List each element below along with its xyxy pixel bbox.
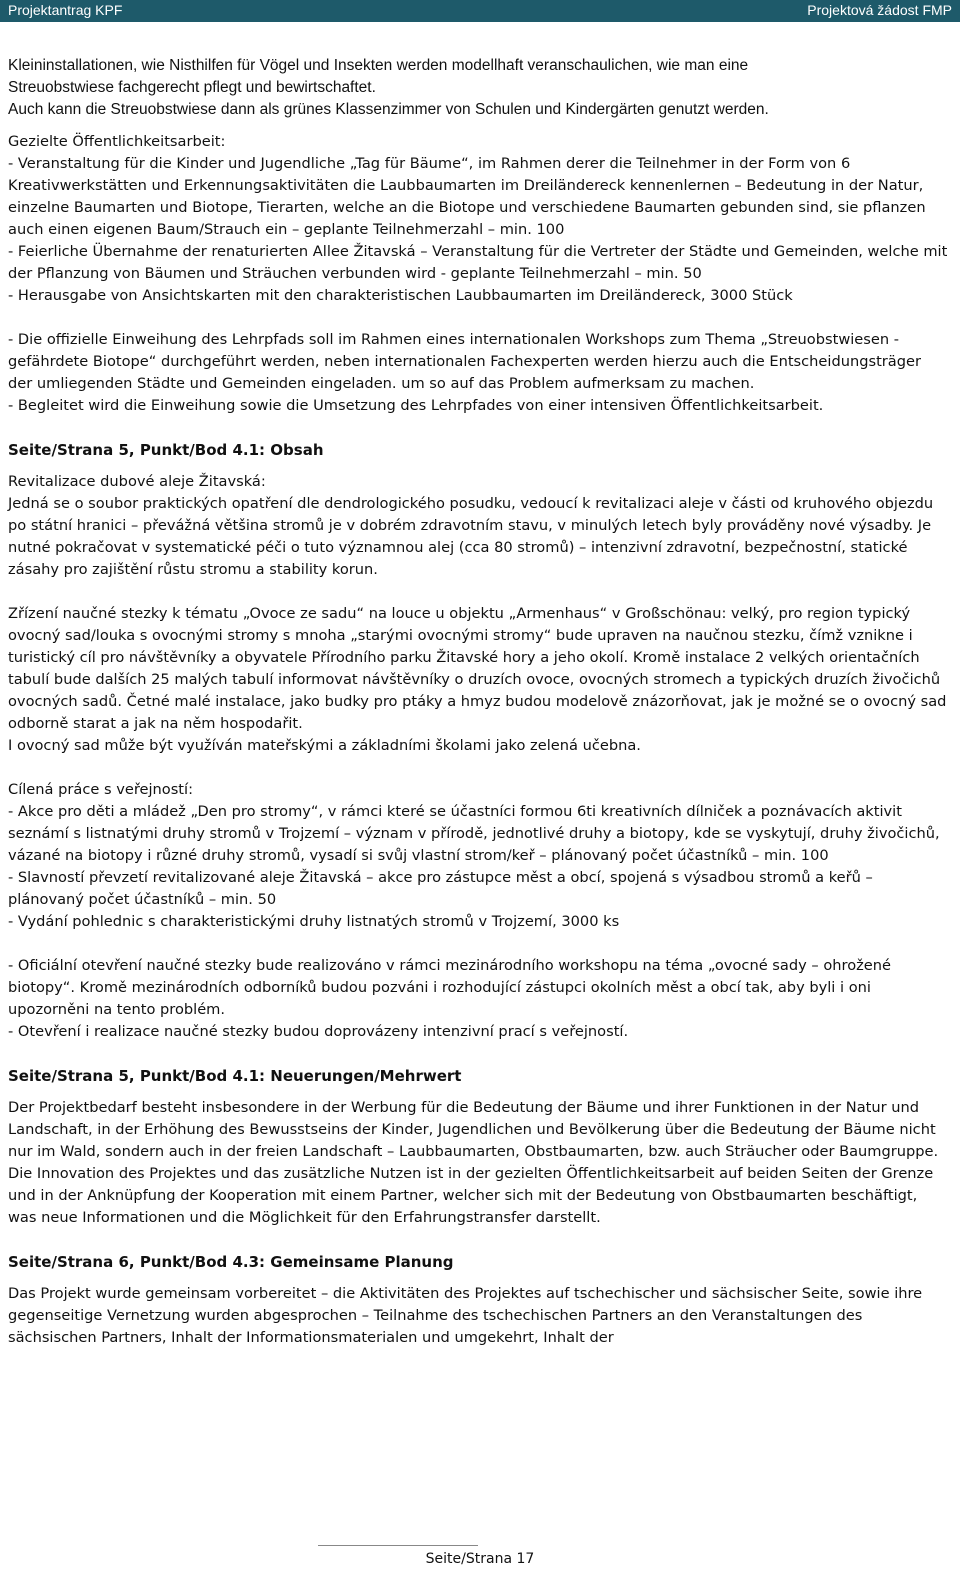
page-number: Seite/Strana 17 [425, 1551, 535, 1567]
page-header [0, 0, 960, 22]
document-body [8, 55, 948, 1349]
list-item: - Die offizielle Einweihung des Lehrpfads soll im Rahmen eines internationalen Workshops zum Thema „Streuobstwiesen - gefährdete Biotope“ durchgeführt werden, neben internationalen Fachexperten werden hierzu auch die Entscheidungsträger der umliegenden Städte und Gemeinden eingeladen. um so auf das Problem aufmerksam zu machen. [8, 331, 921, 392]
section-heading: Seite/Strana 5, Punkt/Bod 4.1: Obsah [8, 441, 324, 459]
list-item: - Begleitet wird die Einweihung sowie die Umsetzung des Lehrpfades von einer intensiven Öffentlichkeitsarbeit. [8, 397, 824, 414]
list-item: - Akce pro děti a mládež „Den pro stromy“, v rámci které se účastníci formou 6ti kreativních dílniček a poznávacích aktivit seznámí s listnatými druhy stromů v Trojzemí – význam v přírodě, jednotlivé druhy a biotopy, kde se vyskytují, druhy živočichů, vázané na biotopy i různé druhy stromů, vysadí si svůj vlastní strom/keř – plánovaný počet účastníků – min. 100 [8, 803, 940, 864]
list-item: - Herausgabe von Ansichtskarten mit den charakteristischen Laubbaumarten im Dreiländereck, 3000 Stück [8, 287, 793, 304]
intro-line: Kleininstallationen, wie Nisthilfen für Vögel und Insekten werden modellhaft veranschaulichen, wie man eine [8, 57, 749, 74]
section-subtitle: Cílená práce s veřejností: [8, 781, 194, 798]
section-subtitle: Revitalizace dubové aleje Žitavská: [8, 473, 266, 490]
intro-line: Streuobstwiese fachgerecht pflegt und bewirtschaftet. [8, 79, 376, 96]
header-left-title: Projektantrag KPF [8, 2, 123, 18]
list-item: - Vydání pohlednic s charakteristickými druhy listnatých stromů v Trojzemí, 3000 ks [8, 913, 620, 930]
intro-block [8, 55, 948, 121]
paragraph: Der Projektbedarf besteht insbesondere in der Werbung für die Bedeutung der Bäume und ihrer Funktionen in der Natur und Landschaft, in der Erhöhung des Bewusstseins der Kinder, Jugendlichen und Bevölkerung über die Bedeutung der Bäume nicht nur im Wald, sondern auch in der freien Landschaft – Laubbaumarten, Obstbaumarten, bzw. auch Sträucher oder Baumgruppe. Die Innovation des Projektes und das zusätzliche Nutzen ist in der gezielten Öffentlichkeitsarbeit auf beiden Seiten der Grenze und in der Anknüpfung der Kooperation mit einem Partner, welcher sich mit der Bedeutung von Obstbaumarten beschäftigt, was neue Informationen und die Möglichkeit für den Erfahrungstransfer darstellt. [8, 1099, 939, 1226]
paragraph: Jedná se o soubor praktických opatření dle dendrologického posudku, vedoucí k revitalizaci aleje v části od kruhového objezdu po státní hranici – převážná většina stromů je v dobrém zdravotním stavu, v minulých letech byly prováděny nové výsadby. Je nutné pokračovat v systematické péči o tuto významnou alej (cca 80 stromů) – intenzivní zdravotní, bezpečnostní, statické zásahy pro zajištění růstu stromu a stability korun. [8, 495, 934, 578]
section-heading: Seite/Strana 6, Punkt/Bod 4.3: Gemeinsame Planung [8, 1253, 454, 1271]
section-subtitle: Gezielte Öffentlichkeitsarbeit: [8, 133, 226, 150]
list-item: - Veranstaltung für die Kinder und Jugendliche „Tag für Bäume“, im Rahmen derer die Teilnehmer in der Form von 6 Kreativwerkstätten und Erkennungsaktivitäten die Laubbaumarten im Dreiländereck kennenlernen – Bedeutung in der Natur, einzelne Baumarten und Biotope, Tierarten, welche an die Biotope und verschiedene Baumarten gebunden sind, sie pflanzen auch einen eigenen Baum/Strauch ein – geplante Teilnehmerzahl – min. 100 [8, 155, 926, 238]
header-right-title: Projektová žádost FMP [807, 2, 952, 18]
list-item: - Oficiální otevření naučné stezky bude realizováno v rámci mezinárodního workshopu na téma „ovocné sady – ohrožené biotopy“. Kromě mezinárodních odborníků budou pozváni i rozhodující zástupci okolních měst a obcí tak, aby byli i oni upozorněni na tento problém. [8, 957, 891, 1018]
paragraph: Zřízení naučné stezky k tématu „Ovoce ze sadu“ na louce u objektu „Armenhaus“ v Großschönau: velký, pro region typický ovocný sad/louka s ovocnými stromy s mnoha „starými ovocnými stromy“ bude upraven na naučnou stezku, čímž vznikne i turistický cíl pro návštěvníky a obyvatele Přírodního parku Žitavské hory a jeho okolí. Kromě instalace 2 velkých orientačních tabulí bude dalších 25 malých tabulí informovat návštěvníky o druzích ovoce, ovocných stromech a typických druzích živočichů ovocných sadů. Četné malé instalace, jako budky pro ptáky a hmyz budou modelově znázorňovat, jak je možné se o ovocný sad odborně starat a jak na něm hospodařit. [8, 605, 947, 732]
list-item: - Otevření i realizace naučné stezky budou doprovázeny intenzivní prací s veřejností. [8, 1023, 629, 1040]
list-item: - Feierliche Übernahme der renaturierten Allee Žitavská – Veranstaltung für die Vertreter der Städte und Gemeinden, welche mit der Pflanzung von Bäumen und Sträuchen verbunden wird - geplante Teilnehmerzahl – min. 50 [8, 243, 948, 282]
paragraph: I ovocný sad může být využíván mateřskými a základními školami jako zelená učebna. [8, 737, 641, 754]
section-heading: Seite/Strana 5, Punkt/Bod 4.1: Neuerungen/Mehrwert [8, 1067, 462, 1085]
list-item: - Slavností převzetí revitalizované aleje Žitavská – akce pro zástupce měst a obcí, spojená s výsadbou stromů a keřů – plánovaný počet účastníků – min. 50 [8, 869, 873, 908]
footer-divider [318, 1545, 478, 1546]
paragraph: Das Projekt wurde gemeinsam vorbereitet – die Aktivitäten des Projektes auf tschechischer und sächsischer Seite, sowie ihre gegenseitige Vernetzung wurden abgesprochen – Teilnahme des tschechischen Partners an den Veranstaltungen des sächsischen Partners, Inhalt der Informationsmaterialen und umgekehrt, Inhalt der [8, 1285, 923, 1346]
intro-line: Auch kann die Streuobstwiese dann als grünes Klassenzimmer von Schulen und Kindergärten genutzt werden. [8, 101, 769, 118]
